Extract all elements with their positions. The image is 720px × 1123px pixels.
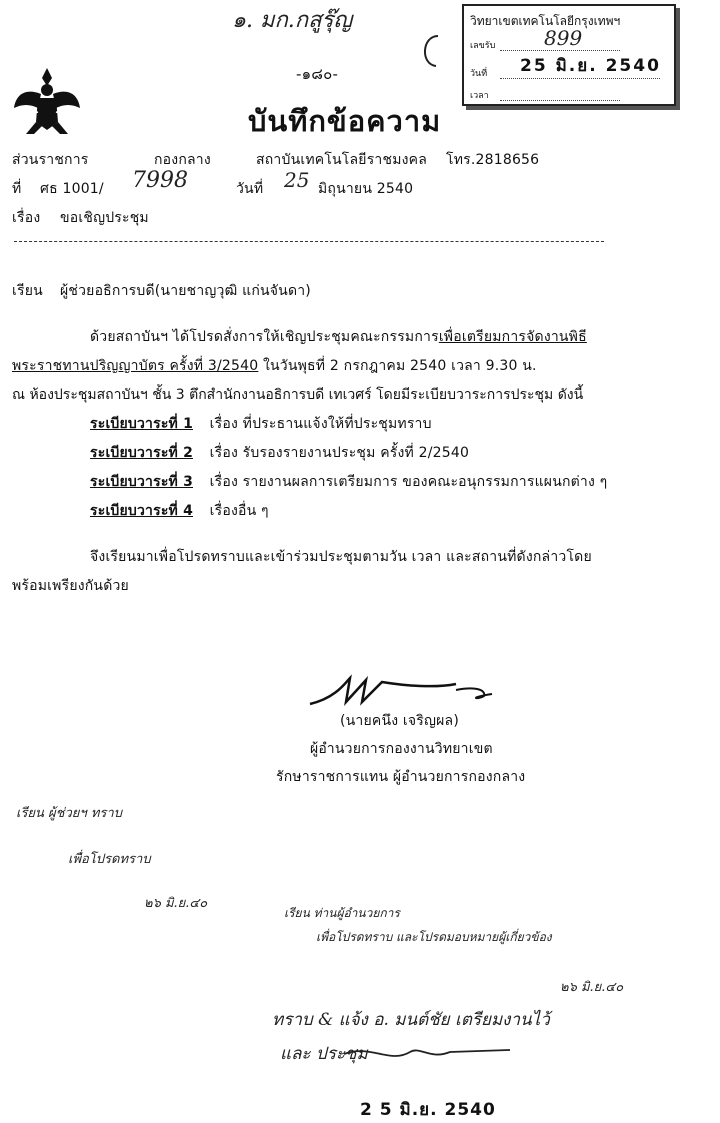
note-2: เพื่อโปรดทราบ <box>68 852 151 867</box>
date-day: 25 <box>284 168 310 192</box>
dept-label: ส่วนราชการ <box>12 152 89 168</box>
ref-label: ที่ <box>12 181 22 197</box>
ref-prefix: ศธ 1001/ <box>40 181 104 197</box>
subject-label: เรื่อง <box>12 210 41 226</box>
page-number: -๑๘๐- <box>296 65 339 83</box>
signer-position-1: ผู้อำนวยการกองงานวิทยาเขต <box>310 741 493 757</box>
receiving-stamp <box>462 4 676 106</box>
note-3: ๒๖ มิ.ย.๔๐ <box>144 896 208 911</box>
stamp-recv-label: เลขรับ <box>470 41 496 51</box>
handwritten-top-note: ๑. มก.กสูรุ๊ญ <box>232 8 353 33</box>
handwritten-mark-c <box>416 30 444 70</box>
agenda-3-text: เรื่อง รายงานผลการเตรียมการ ของคณะอนุกรรมการแผนกต่าง ๆ <box>209 474 608 490</box>
agenda-2-text: เรื่อง รับรองรายงานประชุม ครั้งที่ 2/2540 <box>209 445 470 461</box>
date-label: วันที่ <box>236 181 264 197</box>
agenda-4-text: เรื่องอื่น ๆ <box>209 503 269 519</box>
agenda-2-label: ระเบียบวาระที่ 2 <box>90 445 194 461</box>
stamp-recv-no: 899 <box>544 26 583 50</box>
agenda-1-text: เรื่อง ที่ประธานแจ้งให้ที่ประชุมทราบ <box>209 416 432 432</box>
signature-mark <box>306 672 506 712</box>
agenda-4 <box>90 500 269 522</box>
note-8: และ ประชุม <box>280 1044 368 1064</box>
agenda-3 <box>90 471 607 493</box>
institute: สถาบันเทคโนโลยีราชมงคล <box>256 152 428 168</box>
body-line-1b: เพื่อเตรียมการจัดงานพิธี <box>438 329 587 345</box>
garuda-emblem-icon <box>12 64 82 138</box>
bottom-date-stamp: 2 5 มิ.ย. 2540 <box>360 1100 496 1120</box>
note-5: เพื่อโปรดทราบ และโปรดมอบหมายผู้เกี่ยวข้อง <box>316 930 552 944</box>
note-7: ทราบ & แจ้ง อ. มนต์ชัย เตรียมงานไว้ <box>272 1010 550 1030</box>
stamp-time-label: เวลา <box>470 91 489 101</box>
stamp-date-value: 25 มิ.ย. 2540 <box>520 56 661 76</box>
dept-value: กองกลาง <box>154 152 211 168</box>
body-line-2 <box>12 355 537 377</box>
agenda-1 <box>90 413 432 435</box>
divider <box>14 241 604 242</box>
closing-line-2: พร้อมเพรียงกันด้วย <box>12 578 129 594</box>
stamp-date-label: วันที่ <box>470 69 488 79</box>
to-label: เรียน <box>12 283 43 299</box>
body-line-2a: พระราชทานปริญญาบัตร ครั้งที่ 3/2540 <box>12 358 259 374</box>
body-line-1a: ด้วยสถาบันฯ ได้โปรดสั่งการให้เชิญประชุมคณะกรรมการ <box>90 329 439 345</box>
agenda-4-label: ระเบียบวาระที่ 4 <box>90 503 194 519</box>
date-month-year: มิถุนายน 2540 <box>318 181 414 197</box>
stamp-org: วิทยาเขตเทคโนโลยีกรุงเทพฯ <box>470 14 621 28</box>
note-4: เรียน ท่านผู้อำนวยการ <box>284 906 400 920</box>
body-line-1 <box>90 326 587 348</box>
telephone: โทร.2818656 <box>446 152 540 168</box>
ref-number: 7998 <box>132 168 188 193</box>
signer-name: (นายคนึง เจริญผล) <box>340 713 459 729</box>
agenda-1-label: ระเบียบวาระที่ 1 <box>90 416 194 432</box>
agenda-2 <box>90 442 469 464</box>
note-1: เรียน ผู้ช่วยฯ ทราบ <box>16 806 122 821</box>
agenda-3-label: ระเบียบวาระที่ 3 <box>90 474 194 490</box>
body-line-2b: ในวันพุธที่ 2 กรกฎาคม 2540 เวลา 9.30 น. <box>258 358 537 374</box>
note-signature-scribble <box>340 1034 520 1074</box>
signer-position-2: รักษาราชการแทน ผู้อำนวยการกองกลาง <box>276 769 526 785</box>
page-title: บันทึกข้อความ <box>248 104 442 138</box>
note-6: ๒๖ มิ.ย.๔๐ <box>560 980 624 995</box>
body-line-3: ณ ห้องประชุมสถาบันฯ ชั้น 3 ตึกสำนักงานอธิการบดี เทเวศร์ โดยมีระเบียบวาระการประชุม ดังนี้ <box>12 387 584 403</box>
to-value: ผู้ช่วยอธิการบดี(นายชาญวุฒิ แก่นจันดา) <box>60 283 311 299</box>
closing-line-1: จึงเรียนมาเพื่อโปรดทราบและเข้าร่วมประชุมตามวัน เวลา และสถานที่ดังกล่าวโดย <box>90 549 592 565</box>
subject-value: ขอเชิญประชุม <box>60 210 149 226</box>
